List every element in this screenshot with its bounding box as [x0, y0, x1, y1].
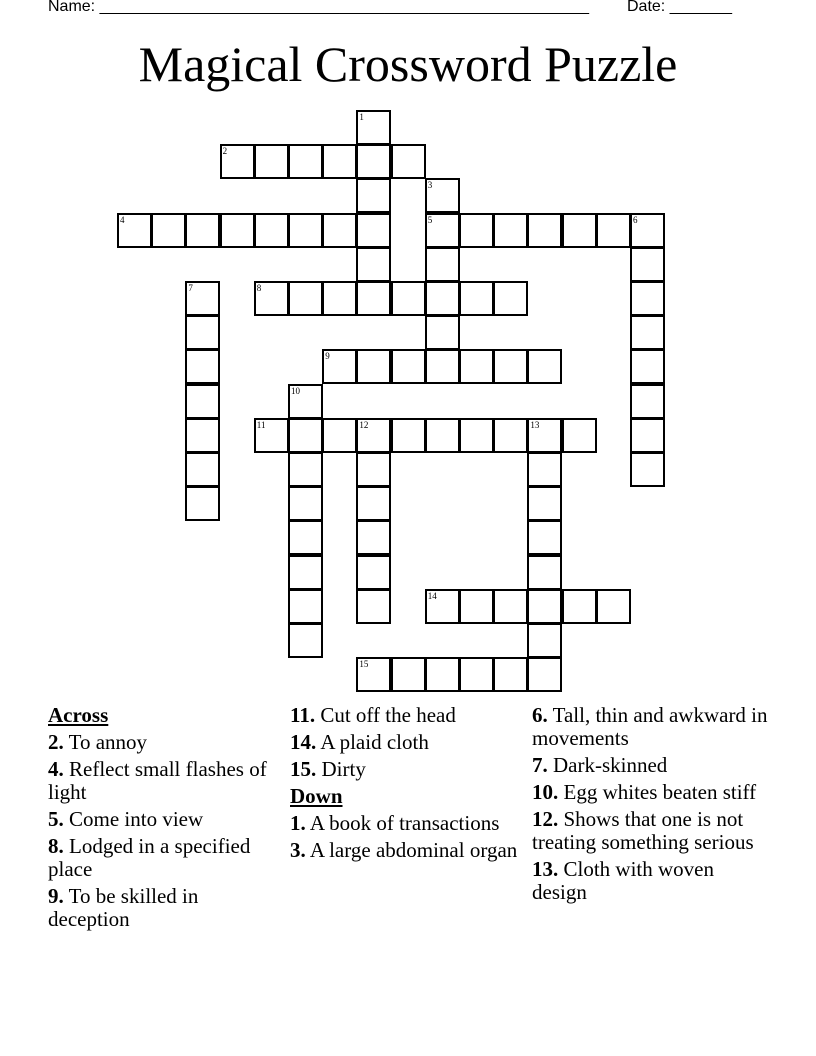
crossword-cell[interactable]	[596, 589, 631, 624]
crossword-cell[interactable]	[356, 486, 391, 521]
crossword-cell[interactable]	[527, 418, 562, 453]
crossword-cell[interactable]	[391, 281, 426, 316]
crossword-cell[interactable]	[288, 452, 323, 487]
crossword-cell[interactable]	[185, 418, 220, 453]
crossword-cell[interactable]	[425, 315, 460, 350]
crossword-cell[interactable]	[288, 384, 323, 419]
clue-item	[532, 754, 772, 777]
clue-item	[290, 812, 520, 835]
crossword-cell[interactable]	[630, 384, 665, 419]
crossword-cell[interactable]	[288, 555, 323, 590]
crossword-cell[interactable]	[356, 144, 391, 179]
crossword-cell[interactable]	[425, 281, 460, 316]
crossword-cell[interactable]	[288, 281, 323, 316]
crossword-cell[interactable]	[288, 213, 323, 248]
crossword-cell[interactable]	[356, 520, 391, 555]
crossword-cell[interactable]	[459, 349, 494, 384]
crossword-cell[interactable]	[527, 657, 562, 692]
crossword-cell[interactable]	[527, 452, 562, 487]
crossword-cell[interactable]	[527, 213, 562, 248]
crossword-cell[interactable]	[288, 520, 323, 555]
crossword-cell[interactable]	[391, 418, 426, 453]
crossword-cell[interactable]	[288, 623, 323, 658]
crossword-cell[interactable]	[425, 213, 460, 248]
crossword-cell[interactable]	[493, 418, 528, 453]
crossword-cell[interactable]	[356, 247, 391, 282]
clue-section-heading: Down	[290, 784, 343, 808]
crossword-cell[interactable]	[322, 349, 357, 384]
clue-item	[48, 758, 278, 804]
crossword-cell[interactable]	[493, 657, 528, 692]
clue-item	[532, 858, 772, 904]
crossword-cell[interactable]	[117, 213, 152, 248]
crossword-cell[interactable]	[630, 418, 665, 453]
clue-number: 10.	[532, 780, 559, 804]
clue-number: 4.	[48, 757, 64, 781]
cell-number: 7	[188, 283, 193, 293]
crossword-cell[interactable]	[527, 486, 562, 521]
crossword-cell[interactable]	[356, 555, 391, 590]
crossword-cell[interactable]	[151, 213, 186, 248]
clue-text: Come into view	[69, 807, 204, 831]
clue-text: Dirty	[321, 757, 366, 781]
clue-item	[48, 808, 278, 831]
clue-text: Shows that one is not treating something serious	[532, 807, 754, 854]
clue-text: Tall, thin and awkward in movements	[532, 703, 768, 750]
clue-item	[48, 731, 278, 754]
date-field[interactable]: Date: _______	[627, 0, 732, 15]
cell-number: 1	[359, 112, 364, 122]
crossword-cell[interactable]	[596, 213, 631, 248]
page-title: Magical Crossword Puzzle	[138, 36, 678, 92]
crossword-cell[interactable]	[493, 589, 528, 624]
clue-text: Lodged in a specified place	[48, 834, 251, 881]
crossword-cell[interactable]	[288, 486, 323, 521]
crossword-cell[interactable]	[630, 452, 665, 487]
crossword-cell[interactable]	[527, 520, 562, 555]
clue-number: 3.	[290, 838, 306, 862]
clue-item	[48, 885, 278, 931]
crossword-cell[interactable]	[527, 623, 562, 658]
crossword-cell[interactable]	[425, 657, 460, 692]
crossword-cell[interactable]	[254, 418, 289, 453]
crossword-cell[interactable]	[459, 213, 494, 248]
cell-number: 13	[530, 419, 540, 430]
crossword-cell[interactable]	[185, 213, 220, 248]
crossword-cell[interactable]	[356, 418, 391, 453]
clue-number: 11.	[290, 703, 316, 727]
cell-number: 5	[427, 214, 433, 225]
crossword-cell[interactable]	[391, 657, 426, 692]
clue-text: Egg whites beaten stiff	[563, 780, 757, 804]
clue-text: Cut off the head	[320, 703, 456, 727]
crossword-cell[interactable]	[630, 349, 665, 384]
clue-text: A book of transactions	[309, 811, 500, 835]
clue-number: 1.	[290, 811, 306, 835]
crossword-cell[interactable]	[527, 555, 562, 590]
crossword-cell[interactable]	[185, 281, 220, 316]
crossword-cell[interactable]	[185, 349, 220, 384]
crossword-cell[interactable]	[356, 657, 391, 692]
crossword-cell[interactable]	[322, 213, 357, 248]
crossword-cell[interactable]	[288, 589, 323, 624]
clue-item	[290, 704, 520, 727]
clue-text: Cloth with woven design	[532, 857, 714, 904]
cell-number: 4	[120, 214, 125, 225]
crossword-cell[interactable]	[459, 589, 494, 624]
cell-number: 14	[427, 590, 437, 601]
crossword-cell[interactable]	[288, 144, 323, 179]
crossword-cell[interactable]	[493, 281, 528, 316]
crossword-cell[interactable]	[630, 315, 665, 350]
clue-number: 15.	[290, 757, 317, 781]
crossword-cell[interactable]	[220, 213, 255, 248]
crossword-cell[interactable]	[562, 589, 597, 624]
crossword-cell[interactable]	[493, 213, 528, 248]
crossword-cell[interactable]	[562, 213, 597, 248]
crossword-cell[interactable]	[322, 144, 357, 179]
clue-text: To annoy	[68, 730, 148, 754]
clue-text: Reflect small flashes of light	[48, 757, 267, 804]
clue-number: 2.	[48, 730, 64, 754]
crossword-cell[interactable]	[185, 486, 220, 521]
clue-number: 14.	[290, 730, 317, 754]
crossword-cell[interactable]	[356, 281, 391, 316]
crossword-cell[interactable]	[356, 110, 391, 145]
cell-number: 10	[291, 385, 300, 396]
name-field[interactable]: Name: _______________________________________________________	[48, 0, 589, 15]
clue-item	[290, 839, 520, 862]
crossword-cell[interactable]	[425, 418, 460, 453]
crossword-cell[interactable]	[425, 349, 460, 384]
crossword-cell[interactable]	[459, 657, 494, 692]
crossword-cell[interactable]	[322, 418, 357, 453]
crossword-cell[interactable]	[356, 589, 391, 624]
clue-number: 5.	[48, 807, 64, 831]
crossword-cell[interactable]	[630, 213, 665, 248]
crossword-cell[interactable]	[527, 349, 562, 384]
clue-item	[290, 758, 520, 781]
clue-text: To be skilled in deception	[48, 884, 199, 931]
crossword-cell[interactable]	[356, 178, 391, 213]
crossword-cell[interactable]	[562, 418, 597, 453]
crossword-cell[interactable]	[356, 213, 391, 248]
cell-number: 15	[359, 659, 369, 670]
clue-item	[532, 704, 772, 750]
clue-item	[532, 808, 772, 854]
crossword-cell[interactable]	[425, 247, 460, 282]
crossword-cell[interactable]	[185, 384, 220, 419]
crossword-cell[interactable]	[630, 247, 665, 282]
cell-number: 12	[359, 419, 369, 430]
crossword-cell[interactable]	[527, 589, 562, 624]
clue-number: 7.	[532, 753, 548, 777]
clue-section-heading: Across	[48, 703, 109, 727]
crossword-cell[interactable]	[322, 281, 357, 316]
crossword-cell[interactable]	[254, 144, 289, 179]
cell-number: 2	[222, 146, 228, 157]
crossword-cell[interactable]	[185, 452, 220, 487]
crossword-cell[interactable]	[288, 418, 323, 453]
clue-text: A plaid cloth	[320, 730, 429, 754]
crossword-cell[interactable]	[425, 589, 460, 624]
clue-text: A large abdominal organ	[309, 838, 518, 862]
crossword-cell[interactable]	[630, 281, 665, 316]
crossword-cell[interactable]	[356, 452, 391, 487]
clue-item	[290, 731, 520, 754]
clue-number: 9.	[48, 884, 64, 908]
clue-column-2	[290, 704, 520, 866]
cell-number: 3	[427, 180, 433, 191]
crossword-cell[interactable]	[493, 349, 528, 384]
clue-number: 13.	[532, 857, 559, 881]
clue-text: Dark-skinned	[553, 753, 668, 777]
crossword-cell[interactable]	[459, 281, 494, 316]
clue-item	[532, 781, 772, 804]
crossword-cell[interactable]	[254, 213, 289, 248]
crossword-cell[interactable]	[254, 281, 289, 316]
cell-number: 8	[256, 283, 262, 293]
clue-column-3	[532, 704, 772, 908]
clue-number: 6.	[532, 703, 548, 727]
crossword-cell[interactable]	[185, 315, 220, 350]
clue-column-1	[48, 704, 278, 935]
clue-item	[48, 835, 278, 881]
clue-number: 12.	[532, 807, 559, 831]
crossword-cell[interactable]	[459, 418, 494, 453]
crossword-cell[interactable]	[356, 349, 391, 384]
crossword-cell[interactable]	[391, 349, 426, 384]
crossword-cell[interactable]	[425, 178, 460, 213]
crossword-cell[interactable]	[391, 144, 426, 179]
clue-number: 8.	[48, 834, 64, 858]
crossword-cell[interactable]	[220, 144, 255, 179]
cell-number: 11	[256, 419, 266, 430]
cell-number: 6	[633, 214, 638, 225]
cell-number: 9	[325, 351, 330, 362]
